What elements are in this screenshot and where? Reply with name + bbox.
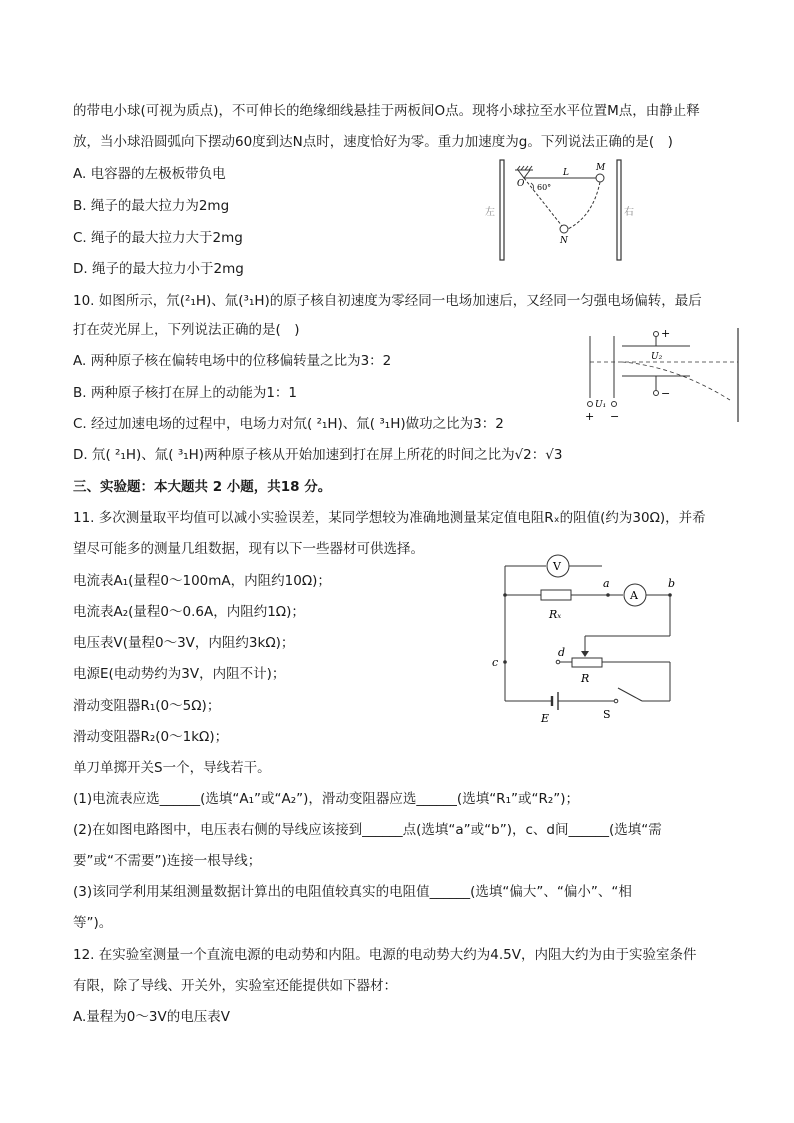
- ball-n: [560, 225, 568, 233]
- trajectory: [622, 362, 730, 400]
- label-right: 右: [624, 207, 634, 218]
- q11-sub1: (1)电流表应选______(选填“A₁”或“A₂”)，滑动变阻器应选______(选填“R₁”或“R₂”)；: [73, 791, 580, 807]
- label-m: M: [596, 163, 606, 173]
- q10-line1: 10. 如图所示，氘(²₁H)、氚(³₁H)的原子核自初速度为零经同一电场加速后，又经同一匀强电场偏转，最后: [73, 293, 702, 309]
- q10-option-b: B. 两种原子核打在屏上的动能为1：1: [73, 385, 298, 401]
- left-plate: [500, 160, 504, 260]
- q10-option-d: D. 氘( ²₁H)、氚( ³₁H)两种原子核从开始加速到打在屏上所花的时间之比为√2：√3: [73, 447, 563, 463]
- label-v: V: [553, 560, 561, 573]
- label-a: A: [630, 589, 638, 602]
- q11-sub2-line2: 要”或“不需要”)连接一根导线；: [73, 853, 262, 869]
- label-n: N: [560, 236, 568, 246]
- section-heading: 三、实验题：本大题共 2 小题，共18 分。: [73, 479, 332, 495]
- q9-option-a: A. 电容器的左极板带负电: [73, 166, 226, 182]
- q9-option-c: C. 绳子的最大拉力大于2mg: [73, 230, 243, 246]
- q11-item-ammeter-a1: 电流表A₁(量程0～100mA，内阻约10Ω)；: [73, 573, 331, 589]
- q10-option-a: A. 两种原子核在偏转电场中的位移偏转量之比为3：2: [73, 353, 392, 369]
- label-l: L: [563, 168, 569, 178]
- label-e: E: [541, 712, 550, 725]
- pivot-icon: [515, 166, 533, 178]
- q9-option-b: B. 绳子的最大拉力为2mg: [73, 198, 230, 214]
- q10-option-c: C. 经过加速电场的过程中，电场力对氘( ²₁H)、氚( ³₁H)做功之比为3：2: [73, 416, 504, 432]
- label-point-a: a: [603, 577, 610, 590]
- label-plus-top: +: [661, 327, 671, 340]
- q11-item-ammeter-a2: 电流表A₂(量程0～0.6A，内阻约1Ω)；: [73, 604, 305, 620]
- ball-m: [596, 174, 604, 182]
- q11-item-rheostat-r2: 滑动变阻器R₂(0～1kΩ)；: [73, 729, 229, 745]
- q9-figure-capacitor-pendulum: [485, 158, 635, 266]
- label-u2: U₂: [651, 352, 663, 362]
- label-o: O: [517, 179, 525, 189]
- q11-item-rheostat-r1: 滑动变阻器R₁(0～5Ω)；: [73, 698, 221, 714]
- q12-line3: A.量程为0～3V的电压表V: [73, 1009, 230, 1025]
- q11-item-switch: 单刀单掷开关S一个，导线若干。: [73, 760, 271, 776]
- q12-line1: 12. 在实验室测量一个直流电源的电动势和内阻。电源的电动势大约为4.5V，内阻大约为由于实验室条件: [73, 947, 697, 963]
- q11-item-source: 电源E(电动势约为3V，内阻不计)；: [73, 666, 286, 682]
- label-minus-bottom: −: [610, 410, 620, 423]
- q11-sub3-line1: (3)该同学利用某组测量数据计算出的电阻值较真实的电阻值______(选填“偏大”、“偏小”、“相: [73, 884, 632, 900]
- label-angle: 60°: [537, 183, 552, 192]
- label-point-d: d: [558, 646, 566, 659]
- q11-line1: 11. 多次测量取平均值可以减小实验误差，某同学想较为准确地测量某定值电阻Rₓ的阻值(约为30Ω)，并希: [73, 510, 706, 526]
- q11-item-voltmeter: 电压表V(量程0～3V，内阻约3kΩ)；: [73, 635, 295, 651]
- q9-line1: 的带电小球(可视为质点)，不可伸长的绝缘细线悬挂于两板间O点。现将小球拉至水平位置M点，由静止释: [73, 103, 700, 119]
- q11-sub2-line1: (2)在如图电路图中，电压表右侧的导线应该接到______点(选填“a”或“b”)，c、d间______(选填“需: [73, 822, 662, 838]
- q9-option-d: D. 绳子的最大拉力小于2mg: [73, 261, 244, 277]
- label-r: R: [581, 672, 590, 685]
- switch-icon: [618, 688, 642, 701]
- q10-line2: 打在荧光屏上，下列说法正确的是( ): [73, 322, 300, 338]
- label-s: S: [603, 708, 611, 721]
- q11-sub3-line2: 等”)。: [73, 915, 113, 931]
- label-minus-right: −: [661, 387, 671, 400]
- label-left: 左: [485, 207, 495, 218]
- q9-line2: 放，当小球沿圆弧向下摆动60度到达N点时，速度恰好为零。重力加速度为g。下列说法正确的是( ): [73, 134, 673, 150]
- rheostat-r: [572, 658, 602, 667]
- label-u1: U₁: [595, 400, 607, 410]
- q11-figure-circuit: [492, 552, 692, 727]
- q12-line2: 有限，除了导线、开关外，实验室还能提供如下器材：: [73, 978, 397, 994]
- q11-line2: 望尽可能多的测量几组数据，现有以下一些器材可供选择。: [73, 541, 424, 557]
- label-plus-bottom: +: [585, 410, 595, 423]
- label-point-c: c: [492, 656, 499, 669]
- q10-figure-deflection: [580, 326, 750, 426]
- label-point-b: b: [668, 577, 676, 590]
- arc-path: [568, 182, 600, 229]
- right-plate: [617, 160, 621, 260]
- resistor-rx: [541, 590, 571, 600]
- label-rx: Rₓ: [549, 608, 562, 621]
